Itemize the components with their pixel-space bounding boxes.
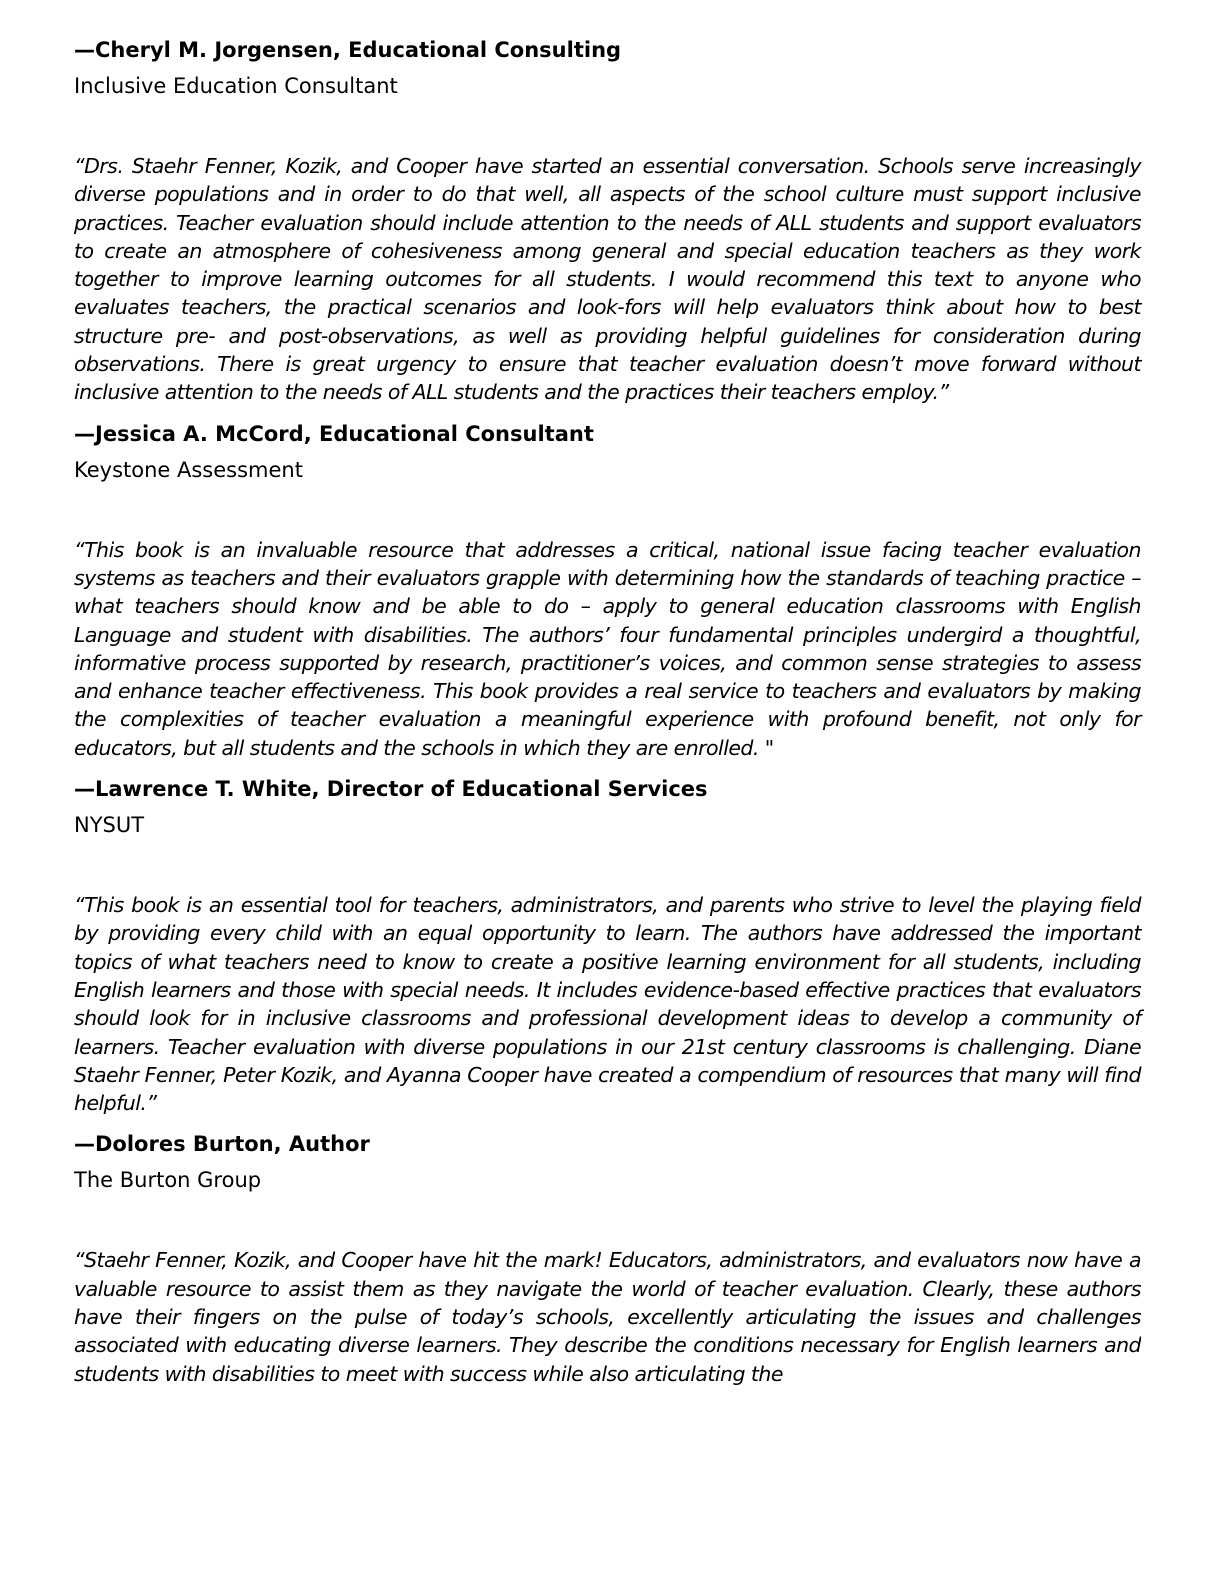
endorser-organization: NYSUT — [74, 813, 145, 838]
endorsement-block — [74, 775, 1141, 1117]
endorsement-quote: “This book is an essential tool for teachers, administrators, and parents who strive to level the playing field by providing every child with an equal opportunity to learn. The authors have addressed the important topics of what teachers need to know to create a positive learning environment for all students, including English learners and those with special needs. It includes evidence-based effective practices that evaluators should look for in inclusive classrooms and professional development ideas to develop a community of learners. Teacher evaluation with diverse populations in our 21st century classrooms is challenging. Diane Staehr Fenner, Peter Kozik, and Ayanna Cooper have created a compendium of resources that many will find helpful.” — [74, 893, 1141, 1116]
endorsement-quote: “Staehr Fenner, Kozik, and Cooper have hit the mark! Educators, administrators, and evaluators now have a valuable resource to assist them as they navigate the world of teacher evaluation. Clearly, these authors have their fingers on the pulse of today’s schools, excellently articulating the issues and challenges associated with educating diverse learners. They describe the conditions necessary for English learners and students with disabilities to meet with success while also articulating the — [74, 1248, 1141, 1386]
endorser-organization: Inclusive Education Consultant — [74, 74, 398, 98]
endorser-attribution: —Lawrence T. White, Director of Educational Services — [74, 777, 708, 802]
endorsement-block — [74, 1130, 1141, 1396]
endorsement-quote: “This book is an invaluable resource that addresses a critical, national issue facing teacher evaluation systems as teachers and their evaluators grapple with determining how the standards of teaching practice – what teachers should know and be able to do – apply to general education classrooms with English Language and student with disabilities. The authors’ four fundamental principles undergird a thoughtful, informative process supported by research, practitioner’s voices, and common sense strategies to assess and enhance teacher effectiveness. This book provides a real service to teachers and evaluators by making the complexities of teacher evaluation a meaningful experience with profound benefit, not only for educators, but all students and the schools in which they are enrolled. " — [74, 537, 1141, 760]
endorser-organization: Keystone Assessment — [74, 457, 303, 482]
endorser-attribution: —Jessica A. McCord, Educational Consultant — [74, 421, 594, 446]
endorsements-page — [74, 36, 1141, 1396]
endorsement-block — [74, 420, 1141, 762]
endorser-attribution: —Cheryl M. Jorgensen, Educational Consulting — [74, 38, 622, 62]
endorsement-block — [74, 36, 1141, 407]
endorser-attribution: —Dolores Burton, Author — [74, 1132, 370, 1157]
endorser-organization: The Burton Group — [74, 1168, 262, 1193]
endorsement-quote: “Drs. Staehr Fenner, Kozik, and Cooper have started an essential conversation. Schools serve increasingly diverse populations and in order to do that well, all aspects of the school culture must support inclusive practices. Teacher evaluation should include attention to the needs of ALL students and support evaluators to create an atmosphere of cohesiveness among general and special education teachers as they work together to improve learning outcomes for all students. I would recommend this text to anyone who evaluates teachers, the practical scenarios and look-fors will help evaluators think about how to best structure pre- and post-observations, as well as providing helpful guidelines for consideration during observations. There is great urgency to ensure that teacher evaluation doesn’t move forward without inclusive attention to the needs of ALL students and the practices their teachers employ.” — [74, 154, 1141, 405]
